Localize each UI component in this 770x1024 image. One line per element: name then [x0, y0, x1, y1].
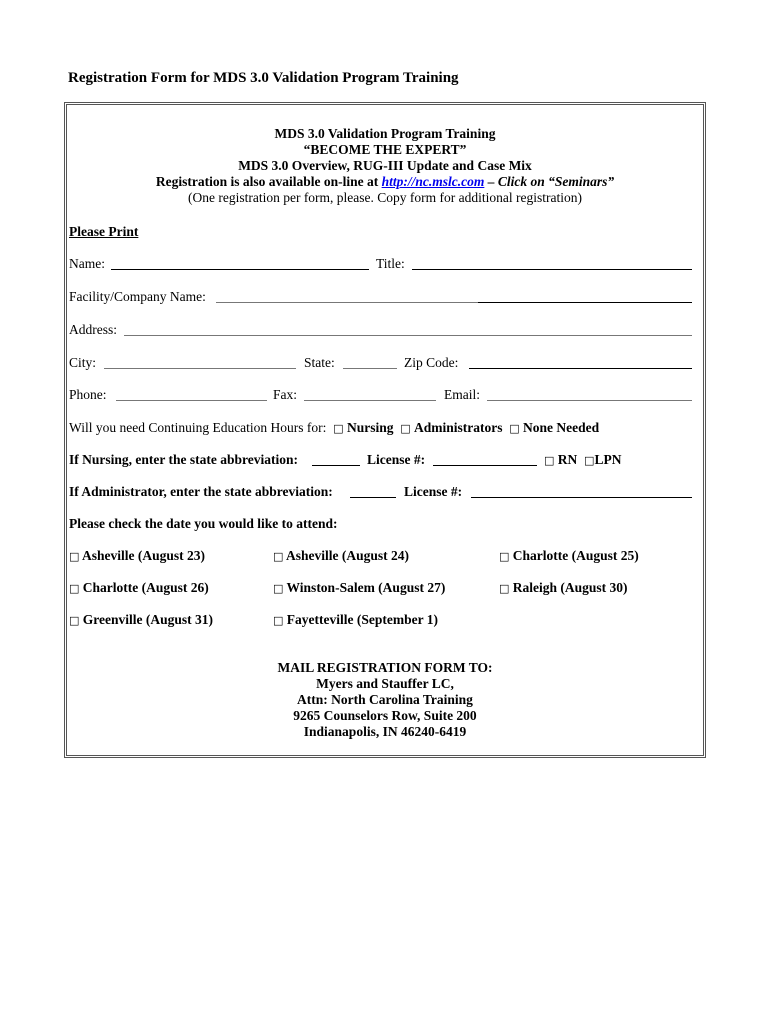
date-option-label: Raleigh (August 30)	[512, 580, 628, 595]
header-line-4	[67, 174, 703, 190]
date-option-label: Asheville (August 24)	[286, 548, 410, 563]
title-field[interactable]	[412, 269, 692, 270]
registration-link[interactable]: http://nc.mslc.com	[381, 174, 485, 189]
registration-form-frame	[64, 102, 706, 758]
date-option-greenville-aug-31[interactable]	[69, 612, 213, 629]
date-option-charlotte-aug-26[interactable]	[69, 580, 209, 597]
name-field[interactable]	[111, 269, 369, 270]
mail-company: Myers and Stauffer LC,	[316, 676, 454, 691]
nursing-option-label: Nursing	[346, 420, 394, 435]
date-option-winston-salem-aug-27[interactable]	[273, 580, 445, 597]
nursing-state-label: If Nursing, enter the state abbreviation:	[69, 452, 298, 467]
title-label: Title:	[376, 256, 405, 271]
nursing-state-field[interactable]	[312, 465, 360, 466]
header-line-1: MDS 3.0 Validation Program Training	[274, 126, 496, 141]
zip-label: Zip Code:	[404, 355, 459, 370]
date-option-asheville-aug-23[interactable]	[69, 548, 205, 565]
date-option-charlotte-aug-25[interactable]	[499, 548, 639, 565]
facility-field[interactable]	[216, 302, 478, 303]
online-registration-text: Registration is also available on-line at	[155, 174, 382, 189]
email-label: Email:	[444, 387, 480, 402]
admin-state-field[interactable]	[350, 497, 396, 498]
facility-label: Facility/Company Name:	[69, 289, 206, 304]
admin-license-label: License #:	[404, 484, 463, 499]
date-option-label: Winston-Salem (August 27)	[286, 580, 446, 595]
date-checkbox[interactable]: □	[499, 582, 510, 595]
nursing-license-field[interactable]	[433, 465, 537, 466]
none-needed-option-label: None Needed	[523, 420, 600, 435]
phone-field[interactable]	[116, 400, 267, 401]
date-option-label: Charlotte (August 25)	[512, 548, 639, 563]
header-line-3: MDS 3.0 Overview, RUG-III Update and Case Mix	[238, 158, 532, 173]
mail-city-state-zip: Indianapolis, IN 46240-6419	[303, 724, 467, 739]
ceu-row	[69, 420, 599, 437]
date-option-label: Greenville (August 31)	[82, 612, 214, 627]
date-checkbox[interactable]: □	[69, 550, 80, 563]
name-label: Name:	[69, 256, 105, 271]
address-label: Address:	[69, 322, 117, 337]
date-checkbox[interactable]: □	[273, 614, 284, 627]
date-option-raleigh-aug-30[interactable]	[499, 580, 628, 597]
nursing-license-label: License #:	[367, 452, 426, 467]
document-title: Registration Form for MDS 3.0 Validation Program Training	[68, 70, 459, 86]
date-checkbox[interactable]: □	[273, 582, 284, 595]
facility-field-extension[interactable]	[478, 302, 692, 303]
lpn-checkbox[interactable]: □	[584, 454, 595, 467]
dates-heading: Please check the date you would like to attend:	[69, 516, 338, 531]
address-field[interactable]	[124, 335, 692, 336]
city-label: City:	[69, 355, 97, 370]
date-checkbox[interactable]: □	[273, 550, 284, 563]
email-field[interactable]	[487, 400, 692, 401]
please-print-heading: Please Print	[69, 224, 139, 239]
zip-field[interactable]	[469, 368, 692, 369]
seminars-instruction: – Click on “Seminars”	[484, 174, 615, 189]
mail-heading: MAIL REGISTRATION FORM TO:	[277, 660, 493, 675]
header-line-5: (One registration per form, please. Copy form for additional registration)	[187, 190, 582, 205]
city-field[interactable]	[104, 368, 296, 369]
rn-label: RN	[557, 452, 578, 467]
state-label: State:	[304, 355, 335, 370]
date-checkbox[interactable]: □	[69, 614, 80, 627]
nursing-checkbox[interactable]: □	[333, 422, 344, 435]
fax-label: Fax:	[273, 387, 298, 402]
lpn-label: LPN	[594, 452, 622, 467]
date-option-label: Fayetteville (September 1)	[286, 612, 438, 627]
admin-state-label: If Administrator, enter the state abbreviation:	[69, 484, 333, 499]
admin-license-field[interactable]	[471, 497, 692, 498]
administrators-checkbox[interactable]: □	[400, 422, 411, 435]
ceu-question: Will you need Continuing Education Hours for:	[69, 420, 327, 435]
date-option-label: Asheville (August 23)	[82, 548, 206, 563]
none-needed-checkbox[interactable]: □	[509, 422, 520, 435]
mail-street: 9265 Counselors Row, Suite 200	[293, 708, 477, 723]
fax-field[interactable]	[304, 400, 436, 401]
date-option-label: Charlotte (August 26)	[82, 580, 209, 595]
date-option-fayetteville-sep-1[interactable]	[273, 612, 438, 629]
date-option-asheville-aug-24[interactable]	[273, 548, 409, 565]
phone-label: Phone:	[69, 387, 107, 402]
date-checkbox[interactable]: □	[499, 550, 510, 563]
administrators-option-label: Administrators	[414, 420, 503, 435]
header-line-2: “BECOME THE EXPERT”	[303, 142, 467, 157]
mail-attention: Attn: North Carolina Training	[297, 692, 473, 707]
state-field[interactable]	[343, 368, 397, 369]
rn-checkbox[interactable]: □	[544, 454, 555, 467]
date-checkbox[interactable]: □	[69, 582, 80, 595]
license-type-group	[544, 452, 621, 469]
